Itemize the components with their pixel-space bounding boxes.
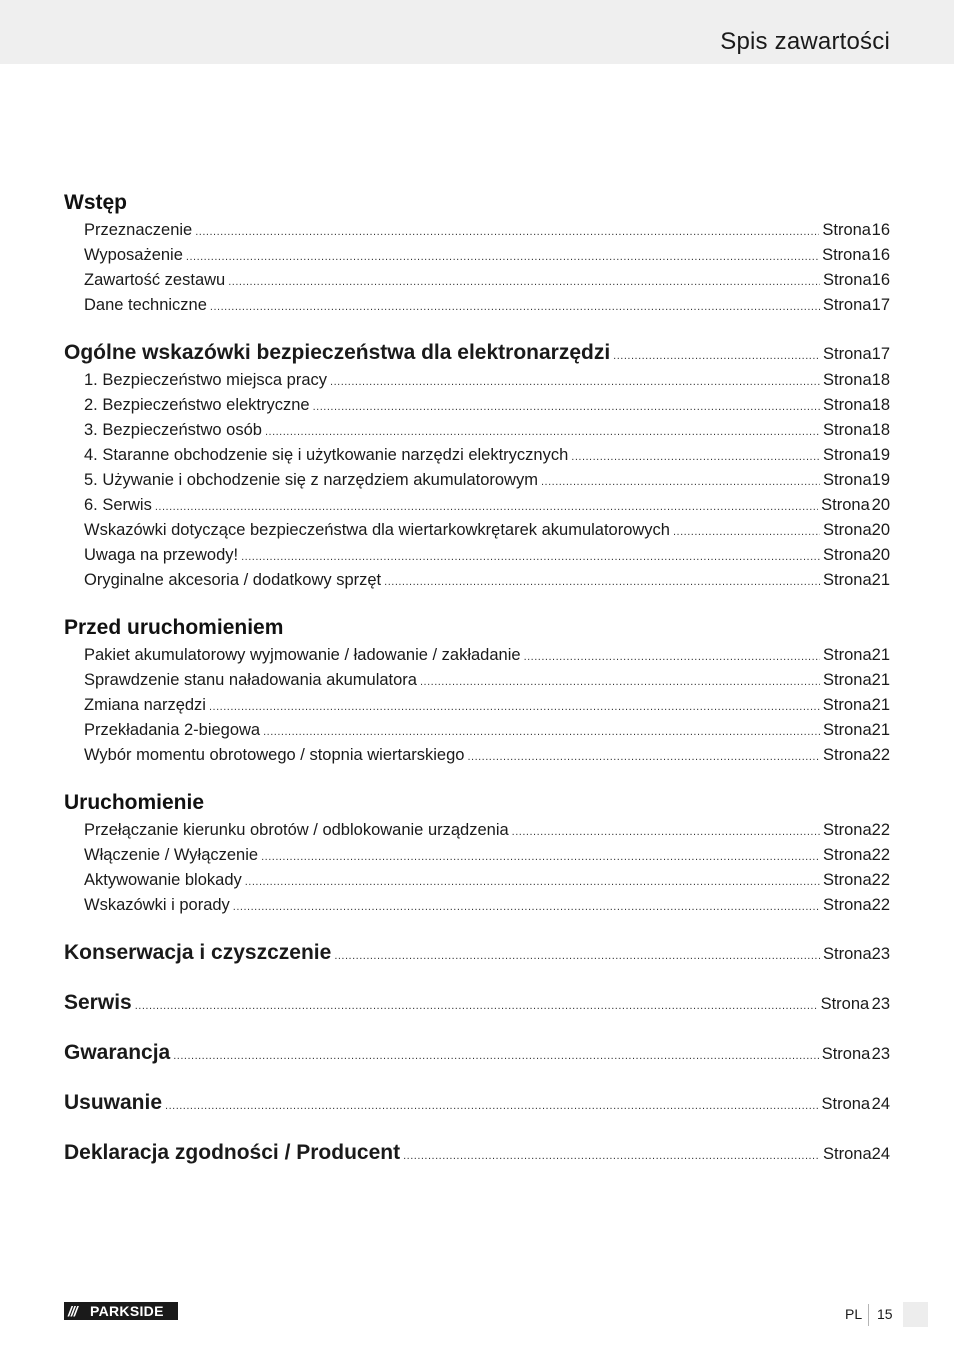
entry-label: 1. Bezpieczeństwo miejsca pracy bbox=[84, 371, 328, 389]
dot-leader bbox=[186, 245, 819, 270]
entry-label: Zmiana narzędzi bbox=[84, 696, 206, 714]
page-ref: 19 bbox=[871, 471, 890, 489]
dot-leader bbox=[330, 370, 820, 395]
page-ref: 24 bbox=[871, 1145, 890, 1163]
toc-entry bbox=[64, 843, 890, 868]
page-word: Strona bbox=[823, 571, 872, 589]
dot-leader bbox=[245, 870, 820, 895]
toc-section bbox=[64, 593, 890, 768]
section-title: Wstęp bbox=[64, 191, 127, 214]
page-ref: 18 bbox=[871, 371, 890, 389]
entry-label: 2. Bezpieczeństwo elektryczne bbox=[84, 396, 310, 414]
toc-entry bbox=[64, 368, 890, 393]
section-title: Uruchomienie bbox=[64, 791, 205, 814]
toc-section-heading bbox=[64, 1138, 890, 1168]
page-ref: 16 bbox=[871, 221, 890, 239]
toc-section-heading bbox=[64, 338, 890, 368]
page-ref: 23 bbox=[871, 995, 890, 1013]
toc-entry bbox=[64, 643, 890, 668]
toc-section-heading bbox=[64, 938, 890, 968]
page-ref: 18 bbox=[871, 396, 890, 414]
page-word: Strona bbox=[823, 396, 872, 414]
dot-leader bbox=[165, 1091, 818, 1121]
section-title: Deklaracja zgodności / Producent bbox=[64, 1141, 401, 1164]
dot-leader bbox=[263, 720, 820, 745]
page-word: Strona bbox=[823, 871, 872, 889]
page-word: Strona bbox=[823, 671, 872, 689]
toc-entry bbox=[64, 393, 890, 418]
page-ref: 17 bbox=[871, 345, 890, 363]
toc-section bbox=[64, 188, 890, 318]
footer-tab-box bbox=[903, 1302, 928, 1327]
entry-label: Wskazówki i porady bbox=[84, 896, 230, 914]
page-ref: 21 bbox=[871, 646, 890, 664]
page-word: Strona bbox=[821, 1045, 871, 1063]
toc-entry bbox=[64, 268, 890, 293]
page-word: Strona bbox=[822, 696, 872, 714]
page-ref: 22 bbox=[871, 871, 890, 889]
dot-leader bbox=[265, 420, 820, 445]
dot-leader bbox=[228, 270, 820, 295]
page-word: Strona bbox=[823, 345, 872, 363]
page-ref: 21 bbox=[871, 671, 890, 689]
entry-label: Dane techniczne bbox=[84, 296, 207, 314]
toc-section bbox=[64, 318, 890, 593]
toc-entry bbox=[64, 418, 890, 443]
entry-label: 4. Staranne obchodzenie się i użytkowanie narzędzi elektrycznych bbox=[84, 446, 569, 464]
entry-label: Wyposażenie bbox=[84, 246, 183, 264]
toc-entry bbox=[64, 443, 890, 468]
logo-text: PARKSIDE bbox=[90, 1303, 164, 1319]
logo-slashes-icon: /// bbox=[68, 1303, 77, 1319]
toc-entry bbox=[64, 668, 890, 693]
section-title: Ogólne wskazówki bezpieczeństwa dla elektronarzędzi bbox=[64, 341, 611, 364]
dot-leader bbox=[384, 570, 820, 595]
page-word: Strona bbox=[822, 221, 871, 239]
page-ref: 16 bbox=[871, 246, 890, 264]
toc-entry bbox=[64, 868, 890, 893]
page-word: Strona bbox=[822, 246, 871, 264]
toc-entry bbox=[64, 893, 890, 918]
entry-label: Zawartość zestawu bbox=[84, 271, 226, 289]
toc-entry bbox=[64, 743, 890, 768]
toc-section bbox=[64, 1018, 890, 1068]
entry-label: Przekładania 2-biegowa bbox=[84, 721, 261, 739]
section-title: Gwarancja bbox=[64, 1041, 171, 1064]
page-ref: 22 bbox=[871, 821, 890, 839]
dot-leader bbox=[403, 1141, 820, 1171]
entry-label: Włączenie / Wyłączenie bbox=[84, 846, 259, 864]
page-word: Strona bbox=[823, 271, 872, 289]
page-ref: 23 bbox=[871, 945, 890, 963]
page-word: Strona bbox=[823, 521, 872, 539]
page-ref: 22 bbox=[871, 846, 890, 864]
section-title: Usuwanie bbox=[64, 1091, 163, 1114]
page-word: Strona bbox=[823, 1145, 872, 1163]
toc-entry bbox=[64, 543, 890, 568]
entry-label: Sprawdzenie stanu naładowania akumulatora bbox=[84, 671, 417, 689]
page-title: Spis zawartości bbox=[720, 28, 890, 55]
dot-leader bbox=[541, 470, 820, 495]
dot-leader bbox=[241, 545, 820, 570]
toc-entry bbox=[64, 568, 890, 593]
page-ref: 20 bbox=[871, 496, 890, 514]
page-word: Strona bbox=[823, 721, 872, 739]
dot-leader bbox=[512, 820, 820, 845]
section-title: Serwis bbox=[64, 991, 132, 1014]
dot-leader bbox=[261, 845, 820, 870]
dot-leader bbox=[467, 745, 820, 770]
page-word: Strona bbox=[820, 995, 870, 1013]
toc-entry bbox=[64, 218, 890, 243]
toc-section bbox=[64, 1118, 890, 1168]
dot-leader bbox=[673, 520, 820, 545]
page-word: Strona bbox=[823, 746, 872, 764]
entry-label: Aktywowanie blokady bbox=[84, 871, 242, 889]
header-bar bbox=[0, 0, 954, 64]
dot-leader bbox=[233, 895, 820, 920]
page-word: Strona bbox=[823, 945, 872, 963]
page-ref: 22 bbox=[871, 896, 890, 914]
page-word: Strona bbox=[823, 896, 872, 914]
dot-leader bbox=[195, 220, 819, 245]
page-word: Strona bbox=[823, 646, 872, 664]
language-code: PL bbox=[845, 1306, 863, 1322]
toc-entry bbox=[64, 693, 890, 718]
toc-section bbox=[64, 1068, 890, 1118]
page-ref: 21 bbox=[871, 571, 890, 589]
dot-leader bbox=[209, 695, 820, 720]
page-number: 15 bbox=[877, 1306, 893, 1322]
page-ref: 23 bbox=[871, 1045, 890, 1063]
page-ref: 20 bbox=[871, 546, 890, 564]
table-of-contents bbox=[64, 188, 890, 1168]
page-word: Strona bbox=[823, 421, 872, 439]
entry-label: Wskazówki dotyczące bezpieczeństwa dla wiertarkowkrętarek akumulatorowych bbox=[84, 521, 670, 539]
dot-leader bbox=[571, 445, 820, 470]
page-word: Strona bbox=[823, 821, 872, 839]
page-word: Strona bbox=[823, 846, 872, 864]
toc-entry bbox=[64, 243, 890, 268]
page-ref: 21 bbox=[871, 696, 890, 714]
entry-label: Wybór momentu obrotowego / stopnia wiertarskiego bbox=[84, 746, 465, 764]
parkside-logo bbox=[64, 1302, 178, 1320]
section-title: Konserwacja i czyszczenie bbox=[64, 941, 332, 964]
section-title: Przed uruchomieniem bbox=[64, 616, 284, 639]
dot-leader bbox=[173, 1041, 818, 1071]
toc-entry bbox=[64, 818, 890, 843]
page-word: Strona bbox=[821, 496, 870, 514]
page-ref: 22 bbox=[871, 746, 890, 764]
toc-section bbox=[64, 968, 890, 1018]
page-word: Strona bbox=[823, 471, 872, 489]
toc-entry bbox=[64, 468, 890, 493]
page-word: Strona bbox=[823, 371, 872, 389]
page-ref: 20 bbox=[871, 521, 890, 539]
page-word: Strona bbox=[821, 1095, 871, 1113]
entry-label: Przełączanie kierunku obrotów / odblokowanie urządzenia bbox=[84, 821, 509, 839]
toc-section bbox=[64, 918, 890, 968]
entry-label: Uwaga na przewody! bbox=[84, 546, 239, 564]
entry-label: 6. Serwis bbox=[84, 496, 152, 514]
dot-leader bbox=[420, 670, 820, 695]
page-ref: 18 bbox=[871, 421, 890, 439]
toc-entry bbox=[64, 493, 890, 518]
page-word: Strona bbox=[822, 296, 872, 314]
page-word: Strona bbox=[823, 546, 872, 564]
dot-leader bbox=[334, 941, 820, 971]
page-ref: 17 bbox=[871, 296, 890, 314]
dot-leader bbox=[135, 991, 818, 1021]
dot-leader bbox=[524, 645, 820, 670]
dot-leader bbox=[613, 341, 820, 371]
entry-label: 3. Bezpieczeństwo osób bbox=[84, 421, 262, 439]
entry-label: Przeznaczenie bbox=[84, 221, 193, 239]
page-ref: 16 bbox=[871, 271, 890, 289]
dot-leader bbox=[155, 495, 818, 520]
toc-section-heading bbox=[64, 988, 890, 1018]
dot-leader bbox=[313, 395, 820, 420]
dot-leader bbox=[210, 295, 820, 320]
entry-label: Pakiet akumulatorowy wyjmowanie / ładowanie / zakładanie bbox=[84, 646, 521, 664]
toc-section bbox=[64, 768, 890, 918]
toc-entry bbox=[64, 518, 890, 543]
page-ref: 21 bbox=[871, 721, 890, 739]
footer-divider bbox=[868, 1304, 869, 1326]
toc-entry bbox=[64, 293, 890, 318]
page-word: Strona bbox=[823, 446, 872, 464]
toc-entry bbox=[64, 718, 890, 743]
entry-label: Oryginalne akcesoria / dodatkowy sprzęt bbox=[84, 571, 382, 589]
toc-section-heading bbox=[64, 1088, 890, 1118]
entry-label: 5. Używanie i obchodzenie się z narzędziem akumulatorowym bbox=[84, 471, 538, 489]
page-ref: 19 bbox=[871, 446, 890, 464]
toc-section-heading bbox=[64, 1038, 890, 1068]
page-ref: 24 bbox=[871, 1095, 890, 1113]
